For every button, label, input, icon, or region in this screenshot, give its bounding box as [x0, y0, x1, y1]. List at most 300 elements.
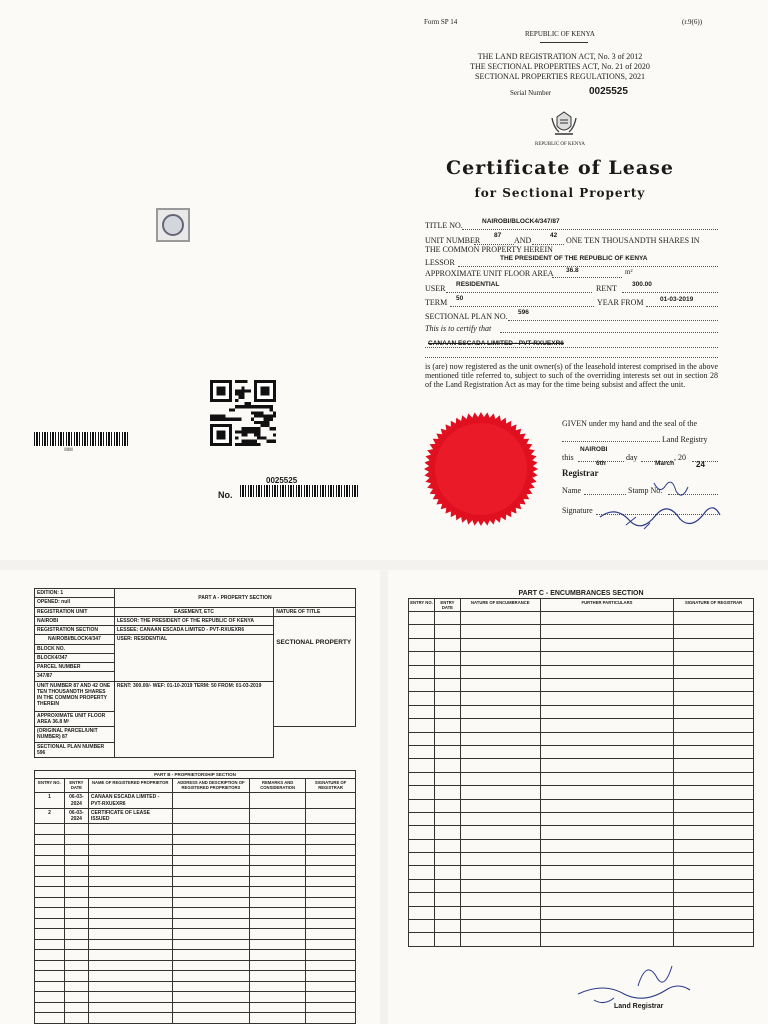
- part-b-cell: [35, 971, 65, 982]
- part-c-cell: [674, 812, 754, 825]
- part-c-cell: [540, 745, 674, 758]
- edition-cell: EDITION: 1: [35, 589, 115, 598]
- bottom-serial: 0025525: [266, 476, 298, 485]
- part-c-cell: [460, 866, 540, 879]
- part-b-cell: [250, 1013, 306, 1024]
- part-b-cell: [64, 939, 88, 950]
- table-row: [409, 866, 754, 879]
- part-c-header-0: ENTRY NO.: [409, 599, 435, 612]
- part-b-cell: [306, 1013, 356, 1024]
- part-b-cell: [64, 971, 88, 982]
- part-c-cell: [409, 625, 435, 638]
- part-c-cell: [540, 625, 674, 638]
- day-label: day: [626, 453, 638, 462]
- part-c-cell: [674, 772, 754, 785]
- floor-area-unit: m²: [625, 268, 633, 276]
- part-c-cell: [409, 866, 435, 879]
- part-b-cell: [306, 824, 356, 835]
- part-b-cell: [172, 897, 250, 908]
- part-b-cell: [172, 1013, 250, 1024]
- part-c-header-1: ENTRY DATE: [434, 599, 460, 612]
- table-row: [409, 839, 754, 852]
- part-c-cell: [540, 879, 674, 892]
- part-b-cell: [306, 918, 356, 929]
- part-b-cell: [64, 855, 88, 866]
- part-c-cell: [409, 679, 435, 692]
- act-line-1: THE LAND REGISTRATION ACT, No. 3 of 2012: [477, 52, 643, 61]
- opened-cell: OPENED: null: [35, 598, 115, 607]
- emblem-caption: REPUBLIC OF KENYA: [534, 142, 585, 147]
- table-row: [409, 692, 754, 705]
- parcel-no-value: 347/87: [35, 672, 115, 681]
- part-c-cell: [434, 799, 460, 812]
- table-row: [409, 719, 754, 732]
- original-parcel-cell: (ORIGINAL PARCEL/UNIT NUMBER) 87: [35, 727, 115, 743]
- part-b-cell: [250, 939, 306, 950]
- part-c-cell: [460, 933, 540, 946]
- part-b-cell: [172, 971, 250, 982]
- part-c-cell: [409, 732, 435, 745]
- table-row: [409, 826, 754, 839]
- part-b-cell: [250, 950, 306, 961]
- land-registrar-label: Land Registrar: [614, 1003, 664, 1010]
- title-no-line: [462, 229, 718, 230]
- table-row: [35, 876, 356, 887]
- part-c-cell: [674, 799, 754, 812]
- part-b-cell: [64, 981, 88, 992]
- part-b-cell: [250, 834, 306, 845]
- owner-line: [425, 347, 718, 348]
- part-b-title: PART B - PROPRIETORSHIP SECTION: [35, 771, 356, 779]
- part-c-cell: [460, 612, 540, 625]
- part-c-cell: [674, 625, 754, 638]
- part-b-cell: [172, 866, 250, 877]
- part-c-cell: [409, 638, 435, 651]
- table-row: [35, 887, 356, 898]
- serial-number: 0025525: [589, 86, 628, 97]
- table-row: [409, 665, 754, 678]
- part-b-cell: [88, 908, 172, 919]
- unit-shares-cell: UNIT NUMBER 87 AND 42 ONE TEN THOUSANDTH SHARES IN THE COMMON PROPERTY THEREIN: [35, 681, 115, 711]
- part-b-cell: [172, 824, 250, 835]
- part-c-cell: [674, 732, 754, 745]
- part-b-cell: [172, 834, 250, 845]
- part-c-cell: [460, 745, 540, 758]
- part-c-cell: [434, 893, 460, 906]
- barcode-left-caption: ||||||||||: [64, 447, 74, 451]
- circular-stamp-emblem: [156, 208, 190, 242]
- part-b-cell: CANAAN ESCADA LIMITED - PVT-RXUEXR6: [88, 793, 172, 809]
- registration-section-label: REGISTRATION SECTION: [35, 626, 115, 635]
- part-b-cell: [306, 855, 356, 866]
- table-row: [409, 625, 754, 638]
- and-label: AND: [514, 236, 532, 245]
- year-from-label: YEAR FROM: [597, 298, 644, 307]
- part-b-header-5: SIGNATURE OF REGISTRAR: [306, 779, 356, 793]
- year-from-value: 01-03-2019: [660, 296, 694, 303]
- part-c-cell: [540, 679, 674, 692]
- floor-area-value: 36.8: [566, 267, 579, 274]
- part-b-cell: [35, 908, 65, 919]
- and-value: 42: [550, 232, 558, 239]
- parcel-no-label: PARCEL NUMBER: [35, 663, 115, 672]
- table-row: [35, 1002, 356, 1013]
- part-b-cell: [88, 855, 172, 866]
- table-row: [35, 855, 356, 866]
- table-row: [409, 799, 754, 812]
- table-row: [35, 845, 356, 856]
- part-b-cell: [64, 1013, 88, 1024]
- part-b-cell: [35, 960, 65, 971]
- lessor-line: [458, 266, 718, 267]
- this-label: this: [562, 453, 574, 462]
- day-value: 6th: [596, 460, 606, 467]
- part-c-cell: [460, 732, 540, 745]
- part-b-cell: [250, 960, 306, 971]
- part-b-cell: [172, 992, 250, 1003]
- part-b-cell: [64, 908, 88, 919]
- part-c-cell: [540, 732, 674, 745]
- table-row: [35, 960, 356, 971]
- registry-value: NAIROBI: [580, 446, 608, 453]
- part-b-cell: [250, 929, 306, 940]
- floor-area-cell: APPROXIMATE UNIT FLOOR AREA 36.8 M²: [35, 711, 115, 727]
- term-label: TERM: [425, 298, 448, 307]
- part-c-cell: [540, 812, 674, 825]
- part-c-cell: [674, 906, 754, 919]
- part-c-cell: [434, 612, 460, 625]
- block-no-value: BLOCK4/347: [35, 653, 115, 662]
- part-c-cell: [460, 705, 540, 718]
- part-c-cell: [674, 745, 754, 758]
- name-label: Name: [562, 486, 582, 495]
- table-row: [35, 971, 356, 982]
- owner-value: CANAAN ESCADA LIMITED - PVT-RXUEXR6: [428, 340, 564, 347]
- user-label: USER: [425, 284, 446, 293]
- part-b-cell: [306, 950, 356, 961]
- part-c-cell: [434, 786, 460, 799]
- table-row: [35, 793, 356, 809]
- title-no-value: NAIROBI/BLOCK4/347/87: [482, 218, 560, 225]
- table-row: [35, 808, 356, 824]
- part-b-cell: [250, 981, 306, 992]
- table-row: [35, 939, 356, 950]
- part-c-cell: [540, 692, 674, 705]
- common-property-text: THE COMMON PROPERTY HEREIN: [425, 245, 553, 254]
- register-page: [0, 570, 380, 1024]
- part-b-cell: [250, 992, 306, 1003]
- part-c-cell: [434, 879, 460, 892]
- unit-number-value: 87: [494, 232, 502, 239]
- table-row: [409, 933, 754, 946]
- part-b-cell: [64, 876, 88, 887]
- part-b-cell: [250, 908, 306, 919]
- part-c-cell: [540, 866, 674, 879]
- part-b-cell: [64, 866, 88, 877]
- table-row: [35, 950, 356, 961]
- part-c-cell: [409, 853, 435, 866]
- registrar-label: Registrar: [562, 468, 599, 478]
- country-heading: REPUBLIC OF KENYA: [524, 30, 595, 38]
- certify-line: [500, 332, 718, 333]
- nature-title-label: NATURE OF TITLE: [274, 607, 356, 616]
- part-c-cell: [434, 745, 460, 758]
- part-b-cell: [64, 929, 88, 940]
- part-c-header-2: NATURE OF ENCUMBRANCE: [460, 599, 540, 612]
- part-b-cell: [35, 824, 65, 835]
- part-b-cell: [88, 1013, 172, 1024]
- part-b-cell: [64, 897, 88, 908]
- part-b-cell: [172, 808, 250, 824]
- table-row: [409, 853, 754, 866]
- part-b-cell: [35, 929, 65, 940]
- part-b-cell: [172, 876, 250, 887]
- part-b-cell: [306, 960, 356, 971]
- part-b-cell: [88, 834, 172, 845]
- part-b-cell: 06-03-2024: [64, 793, 88, 809]
- part-c-cell: [409, 893, 435, 906]
- table-row: [409, 772, 754, 785]
- part-b-cell: [172, 950, 250, 961]
- part-b-cell: [306, 876, 356, 887]
- part-c-cell: [434, 692, 460, 705]
- part-b-cell: [172, 960, 250, 971]
- user-row: USER: RESIDENTIAL: [114, 635, 273, 681]
- part-c-cell: [540, 772, 674, 785]
- part-c-cell: [460, 786, 540, 799]
- part-b-cell: [250, 824, 306, 835]
- part-b-cell: [306, 939, 356, 950]
- part-b-cell: [88, 1002, 172, 1013]
- table-row: [409, 893, 754, 906]
- part-b-cell: [35, 950, 65, 961]
- part-c-cell: [460, 839, 540, 852]
- part-c-table: [408, 598, 754, 947]
- part-b-cell: [64, 950, 88, 961]
- part-c-cell: [460, 772, 540, 785]
- part-c-cell: [540, 826, 674, 839]
- term-value: 50: [456, 295, 464, 302]
- part-b-cell: [250, 887, 306, 898]
- part-c-cell: [434, 866, 460, 879]
- plan-label: SECTIONAL PLAN NO.: [425, 312, 508, 321]
- part-b-cell: [35, 845, 65, 856]
- part-c-cell: [540, 705, 674, 718]
- part-c-cell: [409, 933, 435, 946]
- part-c-cell: [674, 920, 754, 933]
- part-b-cell: [306, 981, 356, 992]
- part-b-cell: [306, 845, 356, 856]
- table-row: [409, 612, 754, 625]
- part-c-cell: [409, 812, 435, 825]
- act-line-3: SECTIONAL PROPERTIES REGULATIONS, 2021: [475, 72, 645, 81]
- registry-label: Land Registry: [662, 435, 708, 444]
- part-b-cell: [172, 1002, 250, 1013]
- registrar-signature-icon: [596, 475, 726, 537]
- table-row: [409, 732, 754, 745]
- part-c-cell: [674, 612, 754, 625]
- part-b-cell: [250, 845, 306, 856]
- table-row: [409, 759, 754, 772]
- part-b-cell: [250, 971, 306, 982]
- part-b-cell: [35, 866, 65, 877]
- part-c-cell: [674, 692, 754, 705]
- part-b-cell: [306, 908, 356, 919]
- part-b-cell: [35, 834, 65, 845]
- part-c-cell: [674, 759, 754, 772]
- registration-section-value: NAIROBI/BLOCK4/347: [35, 635, 115, 644]
- part-c-cell: [409, 745, 435, 758]
- part-b-cell: [306, 1002, 356, 1013]
- coat-of-arms-emblem: [549, 108, 579, 138]
- part-c-cell: [540, 853, 674, 866]
- part-c-cell: [540, 759, 674, 772]
- part-c-cell: [460, 679, 540, 692]
- part-b-cell: 1: [35, 793, 65, 809]
- part-c-cell: [460, 799, 540, 812]
- user-line: [446, 292, 592, 293]
- barcode-left: [34, 432, 128, 446]
- part-c-cell: [540, 906, 674, 919]
- part-c-cell: [540, 893, 674, 906]
- table-row: [409, 786, 754, 799]
- part-c-cell: [460, 719, 540, 732]
- part-b-cell: [35, 1002, 65, 1013]
- part-c-cell: [434, 705, 460, 718]
- part-c-cell: [409, 839, 435, 852]
- lessor-value: THE PRESIDENT OF THE REPUBLIC OF KENYA: [500, 255, 648, 262]
- block-no-label: BLOCK NO.: [35, 644, 115, 653]
- part-c-cell: [409, 906, 435, 919]
- part-c-cell: [674, 665, 754, 678]
- part-b-cell: [306, 992, 356, 1003]
- part-a-title: PART A - PROPERTY SECTION: [114, 589, 355, 608]
- table-row: [35, 908, 356, 919]
- part-b-cell: [250, 855, 306, 866]
- unit-number-label: UNIT NUMBER: [425, 236, 481, 245]
- table-row: [35, 992, 356, 1003]
- table-row: [409, 679, 754, 692]
- rent-label: RENT: [596, 284, 617, 293]
- part-c-cell: [460, 665, 540, 678]
- part-b-cell: [306, 793, 356, 809]
- nature-title-value: SECTIONAL PROPERTY: [274, 616, 356, 726]
- floor-area-label: APPROXIMATE UNIT FLOOR AREA: [425, 269, 554, 278]
- part-b-cell: [306, 929, 356, 940]
- part-b-header-0: ENTRY NO.: [35, 779, 65, 793]
- part-b-cell: [88, 897, 172, 908]
- part-c-cell: [674, 638, 754, 651]
- rent-line: [622, 292, 718, 293]
- part-b-cell: [88, 939, 172, 950]
- part-b-header-3: ADDRESS AND DESCRIPTION OF REGISTERED PROPRIETORS: [172, 779, 250, 793]
- part-c-cell: [409, 920, 435, 933]
- part-c-cell: [460, 920, 540, 933]
- part-b-cell: [88, 960, 172, 971]
- part-c-cell: [540, 920, 674, 933]
- part-c-cell: [674, 839, 754, 852]
- part-c-cell: [434, 839, 460, 852]
- part-c-cell: [434, 906, 460, 919]
- part-b-cell: [64, 834, 88, 845]
- part-b-cell: [250, 866, 306, 877]
- part-b-cell: [250, 918, 306, 929]
- part-c-cell: [460, 812, 540, 825]
- registration-unit-value: NAIROBI: [35, 616, 115, 625]
- lessor-label: LESSOR: [425, 258, 455, 267]
- part-c-cell: [409, 879, 435, 892]
- part-b-cell: [172, 939, 250, 950]
- part-b-cell: [306, 971, 356, 982]
- table-row: [409, 652, 754, 665]
- signature-label: Signature: [562, 506, 593, 515]
- part-b-cell: [35, 992, 65, 1003]
- table-row: [35, 1013, 356, 1024]
- shares-text: ONE TEN THOUSANDTH SHARES IN: [566, 236, 700, 245]
- encumbrances-page: [388, 570, 768, 1024]
- part-c-cell: [409, 612, 435, 625]
- part-b-cell: [172, 981, 250, 992]
- part-b-cell: [35, 981, 65, 992]
- table-row: [35, 929, 356, 940]
- user-value: RESIDENTIAL: [456, 281, 500, 288]
- rent-value: 300.00: [632, 281, 652, 288]
- month-value: March: [655, 460, 675, 467]
- table-row: [409, 920, 754, 933]
- part-b-cell: [250, 876, 306, 887]
- plan-number-cell: SECTIONAL PLAN NUMBER 596: [35, 742, 115, 758]
- divider: [540, 42, 588, 43]
- part-c-cell: [409, 786, 435, 799]
- part-b-cell: [88, 824, 172, 835]
- table-row: [35, 824, 356, 835]
- part-b-cell: [64, 845, 88, 856]
- part-b-cell: [35, 887, 65, 898]
- part-c-cell: [674, 893, 754, 906]
- part-c-cell: [674, 719, 754, 732]
- part-c-cell: [540, 719, 674, 732]
- part-c-cell: [674, 786, 754, 799]
- part-b-cell: [64, 960, 88, 971]
- part-c-cell: [460, 893, 540, 906]
- registry-line: [562, 441, 660, 442]
- part-c-cell: [409, 652, 435, 665]
- part-c-cell: [540, 799, 674, 812]
- part-c-cell: [409, 719, 435, 732]
- part-b-cell: [64, 992, 88, 1003]
- part-b-cell: [250, 793, 306, 809]
- part-b-cell: [35, 855, 65, 866]
- part-b-cell: [88, 992, 172, 1003]
- easement-label: EASEMENT, ETC: [114, 607, 273, 616]
- part-b-cell: [250, 1002, 306, 1013]
- table-row: [35, 918, 356, 929]
- table-row: [35, 834, 356, 845]
- part-b-header-1: ENTRY DATE: [64, 779, 88, 793]
- part-c-cell: [460, 879, 540, 892]
- part-c-title: PART C - ENCUMBRANCES SECTION: [518, 590, 644, 597]
- part-c-cell: [434, 759, 460, 772]
- part-c-cell: [460, 625, 540, 638]
- certificate-subtitle: for Sectional Property: [474, 186, 646, 200]
- part-c-cell: [409, 705, 435, 718]
- title-no-label: TITLE NO.: [425, 221, 463, 230]
- certificate-body-text: is (are) now registered as the unit owner(s) of the leasehold interest comprised in the above mentioned title referred to, subject to such of the overriding interests set out in section 28 of the Land Registration Act as may for the time being subsist and affect the unit.: [425, 362, 718, 390]
- year-value: 24: [696, 460, 705, 469]
- part-c-cell: [434, 933, 460, 946]
- certificate-title: Certificate of Lease: [446, 157, 674, 179]
- part-b-cell: [88, 981, 172, 992]
